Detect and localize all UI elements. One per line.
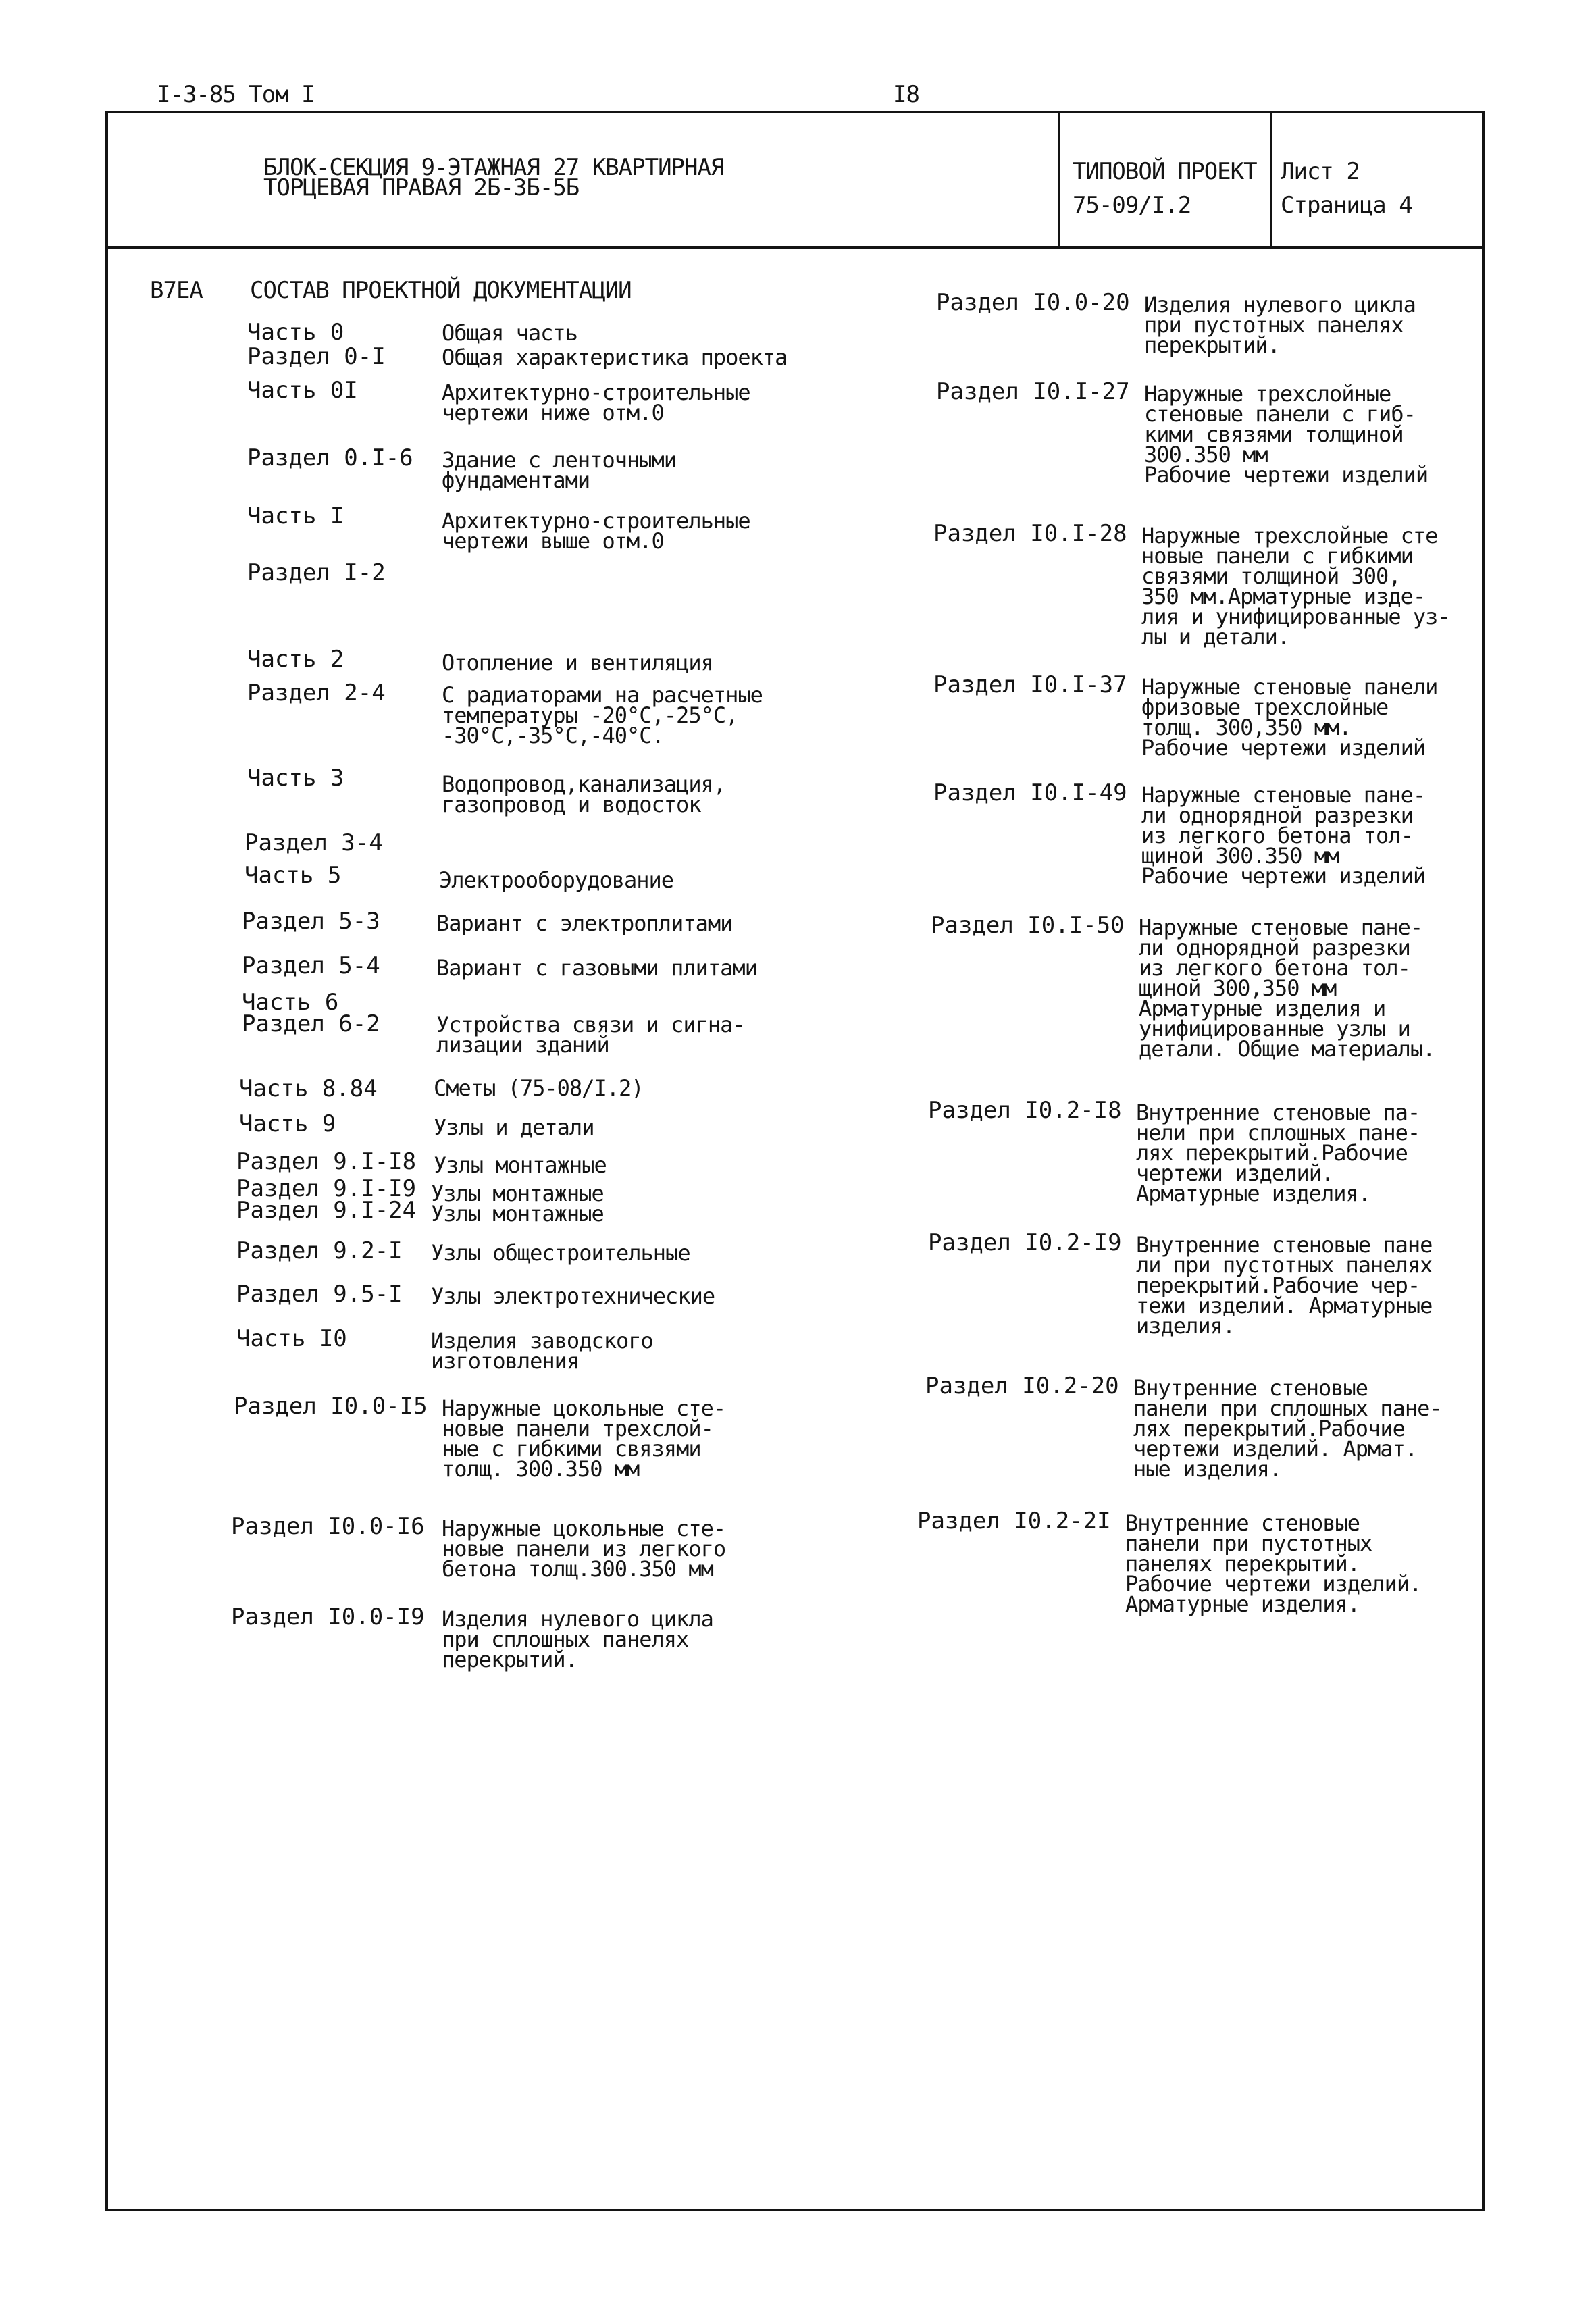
right-entry-text: Внутренние стеновые па- нели при сплошных пане- лях перекрытий.Рабочие чертежи изделий. Арматурные изделия. xyxy=(1136,1100,1420,1206)
right-entry-label: Раздел I0.0-20 xyxy=(936,289,1130,316)
left-entry-label: Раздел 5-4 xyxy=(242,952,380,979)
right-entry-label: Раздел I0.I-28 xyxy=(933,520,1127,547)
right-entry-text: Наружные трехслойные стеновые панели с гиб- кими связями толщиной 300.350 мм Рабочие чертежи изделий xyxy=(1144,381,1428,488)
right-entry-label: Раздел I0.I-37 xyxy=(933,671,1127,698)
left-entry-label: Часть 2 xyxy=(247,646,344,673)
left-entry-label: Раздел 0.I-6 xyxy=(247,444,413,471)
left-entry-text: Узлы и детали xyxy=(434,1114,594,1140)
left-entry-text: Водопровод,канализация, газопровод и водосток xyxy=(442,771,726,817)
right-entry-label: Раздел I0.2-20 xyxy=(925,1372,1119,1399)
right-entry-label: Раздел I0.I-49 xyxy=(933,779,1127,806)
left-entry-label: Часть 9 xyxy=(239,1110,336,1137)
left-entry-label: Раздел 2-4 xyxy=(247,679,386,706)
left-entry-text: Вариант с электроплитами xyxy=(436,910,733,936)
right-entry-label: Раздел I0.2-I9 xyxy=(928,1229,1122,1256)
left-entry-label: Раздел 3-4 xyxy=(244,829,383,856)
left-entry-text: Наружные цокольные сте- новые панели трехслой- ные с гибкими связями толщ. 300.350 мм xyxy=(442,1395,726,1482)
right-entry-text: Наружные стеновые панели фризовые трехслойные толщ. 300,350 мм. Рабочие чертежи изделий xyxy=(1141,674,1438,761)
right-entry-text: Внутренние стеновые пане ли при пустотных панелях перекрытий.Рабочие чер- тежи изделий. Арматурные изделия. xyxy=(1136,1232,1433,1339)
left-entry-text: Изделия заводского изготовления xyxy=(431,1328,653,1374)
right-entry-label: Раздел I0.I-27 xyxy=(936,378,1130,405)
right-entry-text: Наружные трехслойные сте новые панели с гибкими связями толщиной 300, 350 мм.Арматурные изде- лия и унифицированные уз- лы и детали. xyxy=(1141,523,1450,650)
right-entry-text: Наружные стеновые пане- ли однорядной разрезки из легкого бетона тол- щиной 300,350 мм Арматурные изделия и унифицированные узлы и детали. Общие материалы. xyxy=(1139,915,1435,1062)
title-block-vline-2 xyxy=(1270,111,1272,247)
left-entry-text: Наружные цокольные сте- новые панели из легкого бетона толщ.300.350 мм xyxy=(442,1516,726,1582)
right-entry-text: Внутренние стеновые панели при пустотных панелях перекрытий. Рабочие чертежи изделий. Арматурные изделия. xyxy=(1125,1510,1422,1617)
left-entry-label: Часть I xyxy=(247,503,344,530)
left-entry-text: Узлы электротехнические xyxy=(431,1283,715,1309)
left-entry-label: Раздел 9.5-I xyxy=(236,1281,403,1308)
side-code: В7ЕА xyxy=(150,277,203,304)
project-code: 75-09/I.2 xyxy=(1073,192,1191,219)
right-entry-label: Раздел I0.2-I8 xyxy=(928,1097,1122,1124)
project-label: ТИПОВОЙ ПРОЕКТ xyxy=(1073,158,1257,185)
section-title: СОСТАВ ПРОЕКТНОЙ ДОКУМЕНТАЦИИ xyxy=(250,277,632,304)
title-line-2: ТОРЦЕВАЯ ПРАВАЯ 2Б-3Б-5Б xyxy=(263,174,580,201)
left-entry-text: Узлы общестроительные xyxy=(431,1240,690,1266)
left-entry-text: Общая характеристика проекта xyxy=(442,344,788,370)
page-in-sheet: Страница 4 xyxy=(1281,192,1412,219)
left-entry-text: Сметы (75-08/I.2) xyxy=(434,1075,644,1101)
left-entry-label: Часть 3 xyxy=(247,765,344,792)
left-entry-text: Общая часть xyxy=(442,320,577,346)
sheet-number: Лист 2 xyxy=(1281,158,1360,185)
left-entry-text: Узлы монтажные xyxy=(434,1152,607,1178)
right-entry-label: Раздел I0.I-50 xyxy=(931,912,1125,939)
left-entry-label: Часть 6 Раздел 6-2 xyxy=(242,989,380,1037)
left-entry-text: Электрооборудование xyxy=(439,867,674,893)
left-entry-label: Раздел I-2 xyxy=(247,559,386,586)
left-entry-label: Раздел I0.0-I9 xyxy=(231,1603,425,1630)
left-entry-label: Часть 0I xyxy=(247,377,358,404)
left-entry-label: Часть I0 xyxy=(236,1325,347,1352)
page-number: I8 xyxy=(893,81,919,108)
right-entry-text: Наружные стеновые пане- ли однорядной разрезки из легкого бетона тол- щиной 300.350 мм Рабочие чертежи изделий xyxy=(1141,782,1426,889)
left-entry-label: Раздел 9.I-I8 xyxy=(236,1148,417,1175)
left-entry-label: Часть 5 xyxy=(244,862,342,889)
left-entry-label: Часть 0 xyxy=(247,319,344,346)
title-block-divider xyxy=(105,246,1485,249)
left-entry-text: Вариант с газовыми плитами xyxy=(436,955,757,981)
left-entry-text: С радиаторами на расчетные температуры -20°С,-25°С, -30°С,-35°С,-40°С. xyxy=(442,682,763,748)
left-entry-label: Раздел 9.2-I xyxy=(236,1237,403,1264)
right-entry-text: Изделия нулевого цикла при пустотных панелях перекрытий. xyxy=(1144,292,1416,358)
left-entry-text: Архитектурно-строительные чертежи выше отм.0 xyxy=(442,508,750,554)
title-block-vline-1 xyxy=(1058,111,1060,247)
left-entry-label: Раздел 0-I xyxy=(247,343,386,370)
left-entry-label: Раздел I0.0-I6 xyxy=(231,1513,425,1540)
document-code: I-3-85 Том I xyxy=(157,81,315,108)
left-entry-text: Изделия нулевого цикла при сплошных панелях перекрытий. xyxy=(442,1606,713,1672)
left-entry-text: Здание с ленточными фундаментами xyxy=(442,447,677,493)
left-entry-text: Архитектурно-строительные чертежи ниже отм.0 xyxy=(442,380,750,426)
left-entry-text: Устройства связи и сигна- лизации зданий xyxy=(436,1012,745,1058)
left-entry-text: Узлы монтажные Узлы монтажные xyxy=(431,1181,604,1227)
left-entry-label: Часть 8.84 xyxy=(239,1075,378,1102)
left-entry-label: Раздел 5-3 xyxy=(242,908,380,935)
title-line-1: БЛОК-СЕКЦИЯ 9-ЭТАЖНАЯ 27 КВАРТИРНАЯ xyxy=(263,154,724,181)
left-entry-text: Отопление и вентиляция xyxy=(442,650,713,675)
right-entry-text: Внутренние стеновые панели при сплошных пане- лях перекрытий.Рабочие чертежи изделий. Армат. ные изделия. xyxy=(1133,1375,1442,1482)
right-entry-label: Раздел I0.2-2I xyxy=(917,1508,1111,1535)
left-entry-label: Раздел I0.0-I5 xyxy=(234,1393,428,1420)
left-entry-label: Раздел 9.I-I9 Раздел 9.I-24 xyxy=(236,1175,417,1224)
